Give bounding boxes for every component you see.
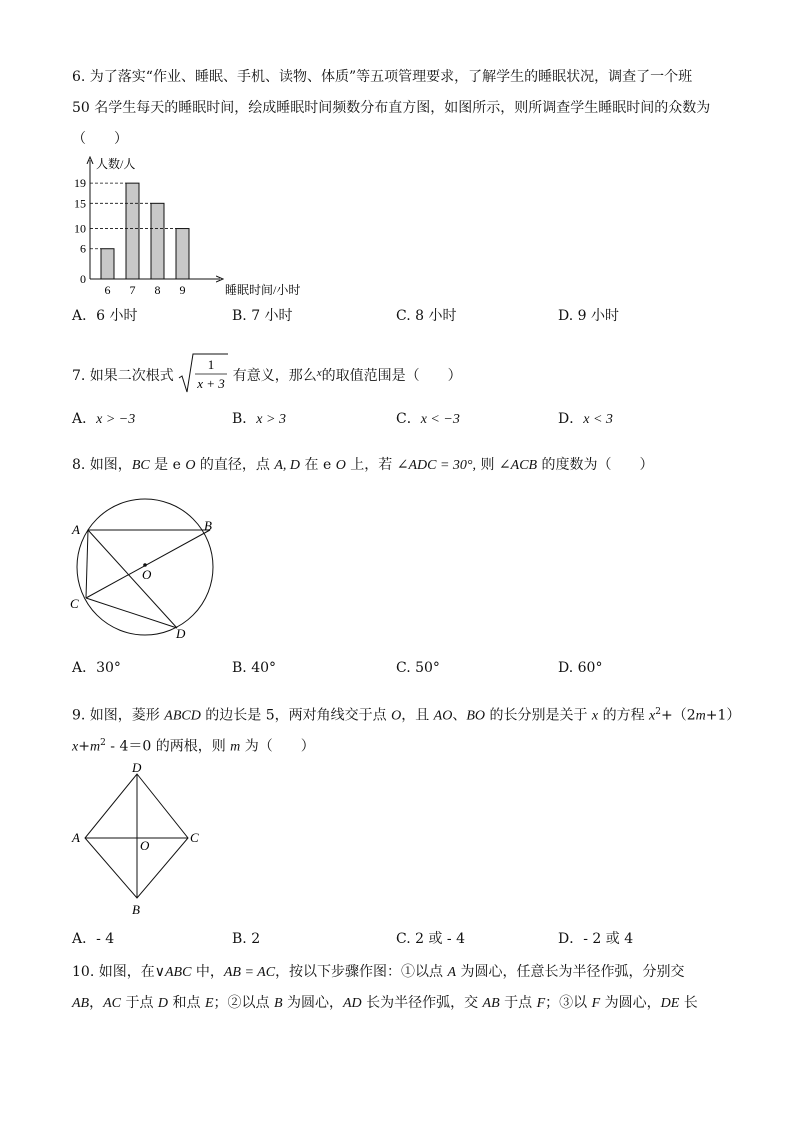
q10-f: F xyxy=(536,996,546,1011)
q7-option-a[interactable] xyxy=(72,409,135,430)
q10-text-4: 为圆心，任意长为半径作弧，分别交 xyxy=(456,964,685,980)
label-c: C xyxy=(190,830,199,845)
bar-9 xyxy=(176,229,189,279)
x-tick-7: 7 xyxy=(129,283,136,297)
q9-ao: AO xyxy=(433,708,453,724)
q9-option-d[interactable]: D．- 2 或 4 xyxy=(558,931,634,947)
q6-line-2: 50 名学生每天的睡眠时间，绘成睡眠时间频数分布直方图，如图所示，则所调查学生睡眠时间的众数为 xyxy=(72,100,711,116)
q10-ab-2: AB xyxy=(482,996,500,1011)
q8-bc: BC xyxy=(131,458,150,473)
q7-suffix-b: 的取值范围是（ ） xyxy=(321,368,462,384)
label-d: D xyxy=(132,760,142,775)
bar-6 xyxy=(101,249,114,279)
q6-option-c[interactable]: C. 8 小时 xyxy=(396,308,457,324)
q8-o-2: O xyxy=(335,458,346,473)
q9-l2-sup: 2 xyxy=(100,738,106,748)
q7-radical xyxy=(178,357,228,391)
bar-7 xyxy=(126,183,139,279)
q10-l2-t4: ；②以点 xyxy=(213,995,274,1011)
q8-text-6: 则 xyxy=(476,457,499,473)
q7-prefix: 7. 如果二次根式 xyxy=(72,368,174,384)
q10-de: DE xyxy=(660,996,680,1011)
q8-text-4: 在 e xyxy=(300,457,336,473)
q10-b: B xyxy=(273,996,283,1011)
q8-ad: A, D xyxy=(274,458,301,473)
label-b: B xyxy=(204,518,212,533)
q8-option-b[interactable]: B. 40° xyxy=(232,660,277,676)
q10-l2-t8: ；③以 xyxy=(545,995,592,1011)
q10-l2-t6: 长为半径作弧，交 xyxy=(361,995,483,1011)
label-o: O xyxy=(140,838,150,853)
q7-denominator: x + 3 xyxy=(197,376,226,391)
q10-a: A xyxy=(447,965,457,980)
q8-angle-acb: ∠ACB xyxy=(498,458,538,473)
q9-text-3: ，且 xyxy=(401,707,434,724)
q7-line xyxy=(72,357,462,391)
label-a: A xyxy=(72,522,80,537)
sleep-histogram xyxy=(60,150,300,300)
q7-option-c-expr: x < −3 xyxy=(420,412,460,427)
q8-text-2: 是 e xyxy=(149,457,186,473)
q9-option-b[interactable]: B. 2 xyxy=(232,931,261,947)
q10-l2-t7: 于点 xyxy=(499,995,537,1011)
x-tick-8: 8 xyxy=(154,283,161,297)
q10-ad: AD xyxy=(342,996,362,1011)
q7-option-c-letter: C． xyxy=(396,411,421,427)
sqrt-sign xyxy=(178,352,228,396)
label-b: B xyxy=(132,902,140,917)
q8-option-c[interactable]: C. 50° xyxy=(396,660,440,676)
x-tick-6: 6 xyxy=(104,283,111,297)
q10-l2-t9: 为圆心， xyxy=(600,995,661,1011)
q8-o-1: O xyxy=(185,458,196,473)
y-axis-label: 人数/人 xyxy=(96,157,136,171)
q10-l2-t2: 于点 xyxy=(121,995,158,1011)
q7-option-b[interactable] xyxy=(232,409,286,430)
q10-ab: AB xyxy=(72,996,90,1011)
label-a: A xyxy=(72,830,80,845)
q7-var: x xyxy=(316,367,322,379)
q10-l2-t1: ， xyxy=(89,995,104,1011)
q6-line-1: 6. 为了落实“作业、睡眠、手机、读物、体质”等五项管理要求，了解学生的睡眠状况，调查了一个班 xyxy=(72,69,693,85)
q10-text-3: ，按以下步骤作图：①以点 xyxy=(275,964,448,980)
q10-text-1: 10. 如图，在 xyxy=(72,964,155,980)
q7-option-b-expr: x > 3 xyxy=(256,412,286,427)
q9-l2-plus: + xyxy=(78,738,90,755)
q10-line-2 xyxy=(72,993,698,1014)
q9-sup-2: 2 xyxy=(655,707,661,717)
q9-l2-text: - 4＝0 的两根，则 xyxy=(105,738,231,755)
q9-text-2: 的边长是 5，两对角线交于点 xyxy=(200,707,392,724)
q10-ac: AC xyxy=(103,996,121,1011)
label-o: O xyxy=(142,567,152,582)
q8-option-d[interactable]: D. 60° xyxy=(558,660,603,676)
q7-option-d[interactable] xyxy=(558,409,613,430)
q8-text-1: 8. 如图， xyxy=(72,457,132,473)
y-tick-15: 15 xyxy=(74,196,86,211)
q7-option-a-letter: A． xyxy=(72,411,97,427)
y-tick-6: 6 xyxy=(80,241,86,256)
q10-text-2: 中， xyxy=(191,964,224,980)
q6-option-d[interactable]: D. 9 小时 xyxy=(558,308,619,324)
q7-option-b-letter: B． xyxy=(232,411,257,427)
q7-numerator: 1 xyxy=(208,357,215,372)
q8-angle-adc: ∠ADC = 30°, xyxy=(396,458,476,473)
q9-text-4: 、 xyxy=(452,707,467,724)
q10-line-1 xyxy=(72,962,685,983)
label-d: D xyxy=(176,626,186,641)
q10-l2-t5: 为圆心， xyxy=(282,995,343,1011)
q9-text-5: 的长分别是关于 xyxy=(485,707,592,724)
q9-text-6: 的方程 xyxy=(598,707,650,724)
q9-text-7: +（2 xyxy=(661,707,696,724)
rhombus-diagram xyxy=(64,758,214,918)
q10-l2-t3: 和点 xyxy=(168,995,205,1011)
q6-option-b[interactable]: B. 7 小时 xyxy=(232,308,293,324)
y-tick-10: 10 xyxy=(74,221,86,236)
q9-option-a[interactable]: A．- 4 xyxy=(72,931,115,947)
q9-x: x xyxy=(591,708,599,724)
q10-f-2: F xyxy=(591,996,601,1011)
q7-suffix-a: 有意义，那么 xyxy=(232,368,317,384)
diameter-bc xyxy=(86,530,210,598)
q10-e: E xyxy=(204,996,214,1011)
q6-option-a[interactable]: A．6 小时 xyxy=(72,308,138,324)
q7-option-d-expr: x < 3 xyxy=(583,412,613,427)
q7-option-d-letter: D． xyxy=(558,411,584,427)
q10-triangle: ∨ABC xyxy=(154,965,192,980)
q9-bo: BO xyxy=(466,708,486,724)
q9-x2: x xyxy=(649,708,656,724)
label-c: C xyxy=(70,596,79,611)
q6-line-3: （ ） xyxy=(72,131,128,147)
q9-l2-m: m xyxy=(89,739,101,755)
x-axis-label: 睡眠时间/小时 xyxy=(225,283,300,297)
q10-l2-t10: 长 xyxy=(679,995,698,1011)
q9-abcd: ABCD xyxy=(164,708,201,724)
y-tick-0: 0 xyxy=(80,272,86,286)
bar-8 xyxy=(151,203,164,279)
q8-text-3: 的直径，点 xyxy=(195,457,275,473)
q9-option-c[interactable]: C. 2 或 - 4 xyxy=(396,931,466,947)
q9-text-1: 9. 如图，菱形 xyxy=(72,707,165,724)
q8-text-7: 的度数为（ ） xyxy=(537,457,654,473)
y-tick-19: 19 xyxy=(74,176,86,191)
q9-m: m xyxy=(695,708,706,724)
q9-line-2 xyxy=(72,733,315,758)
q10-eq: AB = AC xyxy=(223,965,276,980)
q8-option-a[interactable]: A．30° xyxy=(72,660,121,676)
q7-option-a-expr: x > −3 xyxy=(96,412,136,427)
q10-d: D xyxy=(157,996,169,1011)
q9-line-1 xyxy=(72,702,740,727)
q9-l2-x: x xyxy=(72,739,79,755)
circle-diagram xyxy=(64,490,244,650)
q8-text-5: 上，若 xyxy=(345,457,397,473)
chord-ac xyxy=(86,530,88,598)
q8-line xyxy=(72,455,654,476)
q9-l2-m2: m xyxy=(230,739,241,755)
x-tick-9: 9 xyxy=(179,283,186,297)
q9-o: O xyxy=(391,708,402,724)
q7-option-c[interactable] xyxy=(396,409,460,430)
q9-text-8: +1） xyxy=(705,707,741,724)
q9-l2-text-end: 为（ ） xyxy=(240,738,315,755)
